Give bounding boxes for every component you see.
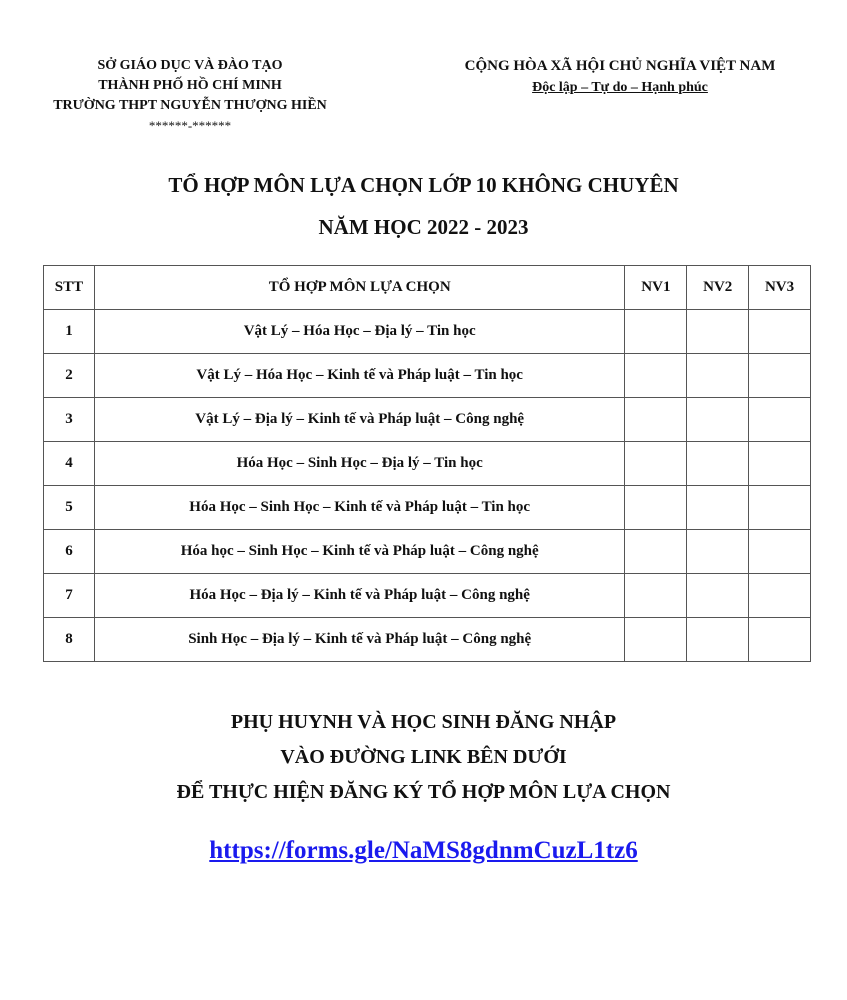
nv3-cell — [749, 398, 811, 442]
subject-combination-table — [43, 265, 811, 662]
table-row — [44, 354, 811, 398]
row-combination: Hóa Học – Địa lý – Kinh tế và Pháp luật – Công nghệ — [94, 574, 625, 618]
registration-link-container — [0, 837, 847, 865]
row-stt: 4 — [44, 442, 95, 486]
department-name: SỞ GIÁO DỤC VÀ ĐÀO TẠO — [97, 58, 283, 73]
row-stt: 1 — [44, 310, 95, 354]
nv2-cell — [687, 354, 749, 398]
row-stt: 3 — [44, 398, 95, 442]
nv2-cell — [687, 486, 749, 530]
table-row — [44, 310, 811, 354]
row-combination: Hóa học – Sinh Học – Kinh tế và Pháp luật – Công nghệ — [94, 530, 625, 574]
nv2-cell — [687, 530, 749, 574]
nv1-cell — [625, 486, 687, 530]
nv1-cell — [625, 618, 687, 662]
nv1-cell — [625, 574, 687, 618]
nv1-cell — [625, 398, 687, 442]
table-row — [44, 530, 811, 574]
nv3-cell — [749, 530, 811, 574]
header-nv1: NV1 — [625, 266, 687, 310]
nv1-cell — [625, 354, 687, 398]
nv2-cell — [687, 310, 749, 354]
table-header-row — [44, 266, 811, 310]
row-stt: 7 — [44, 574, 95, 618]
nv2-cell — [687, 618, 749, 662]
national-motto: Độc lập – Tự do – Hạnh phúc — [532, 80, 708, 95]
header-combination: TỔ HỢP MÔN LỰA CHỌN — [94, 266, 625, 310]
nv3-cell — [749, 354, 811, 398]
notice-line-1: PHỤ HUYNH VÀ HỌC SINH ĐĂNG NHẬP — [230, 711, 617, 733]
nv3-cell — [749, 486, 811, 530]
header-nv2: NV2 — [687, 266, 749, 310]
nv3-cell — [749, 442, 811, 486]
nv2-cell — [687, 574, 749, 618]
row-stt: 6 — [44, 530, 95, 574]
table-row — [44, 442, 811, 486]
row-combination: Sinh Học – Địa lý – Kinh tế và Pháp luật – Công nghệ — [94, 618, 625, 662]
table-row — [44, 398, 811, 442]
row-stt: 5 — [44, 486, 95, 530]
nv2-cell — [687, 398, 749, 442]
notice-line-2: VÀO ĐƯỜNG LINK BÊN DƯỚI — [280, 746, 567, 768]
table-row — [44, 574, 811, 618]
nv1-cell — [625, 530, 687, 574]
header-stt: STT — [44, 266, 95, 310]
nv1-cell — [625, 442, 687, 486]
row-combination: Vật Lý – Hóa Học – Địa lý – Tin học — [94, 310, 625, 354]
row-combination: Hóa Học – Sinh Học – Địa lý – Tin học — [94, 442, 625, 486]
national-header — [420, 56, 820, 98]
school-name: TRƯỜNG THPT NGUYỄN THƯỢNG HIỀN — [53, 98, 327, 113]
nv3-cell — [749, 310, 811, 354]
row-stt: 8 — [44, 618, 95, 662]
issuing-authority — [40, 56, 340, 136]
school-year: NĂM HỌC 2022 - 2023 — [318, 215, 529, 239]
notice-line-3: ĐỂ THỰC HIỆN ĐĂNG KÝ TỔ HỢP MÔN LỰA CHỌN — [176, 781, 671, 803]
separator-stars: ******-****** — [148, 118, 232, 133]
nv3-cell — [749, 574, 811, 618]
table-row — [44, 486, 811, 530]
registration-form-link[interactable]: https://forms.gle/NaMS8gdnmCuzL1tz6 — [209, 837, 638, 864]
document-title: TỔ HỢP MÔN LỰA CHỌN LỚP 10 KHÔNG CHUYÊN — [168, 173, 679, 197]
row-combination: Vật Lý – Địa lý – Kinh tế và Pháp luật – Công nghệ — [94, 398, 625, 442]
nv3-cell — [749, 618, 811, 662]
row-combination: Hóa Học – Sinh Học – Kinh tế và Pháp luật – Tin học — [94, 486, 625, 530]
header-nv3: NV3 — [749, 266, 811, 310]
nv2-cell — [687, 442, 749, 486]
registration-notice — [0, 705, 847, 810]
table-row — [44, 618, 811, 662]
city-name: THÀNH PHỐ HỒ CHÍ MINH — [98, 78, 282, 93]
nv1-cell — [625, 310, 687, 354]
row-combination: Vật Lý – Hóa Học – Kinh tế và Pháp luật – Tin học — [94, 354, 625, 398]
row-stt: 2 — [44, 354, 95, 398]
country-name: CỘNG HÒA XÃ HỘI CHỦ NGHĨA VIỆT NAM — [464, 58, 776, 74]
